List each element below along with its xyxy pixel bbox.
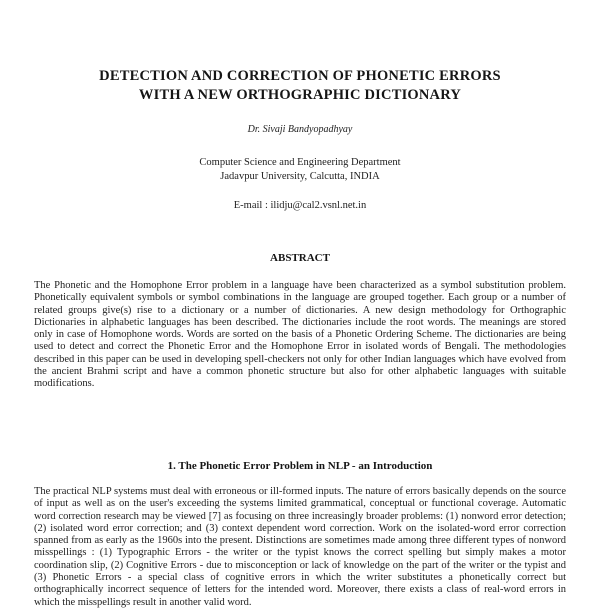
affiliation-department: Computer Science and Engineering Department <box>199 157 401 168</box>
section-1-heading: 1. The Phonetic Error Problem in NLP - an Introduction <box>167 460 433 472</box>
abstract-text: The Phonetic and the Homophone Error problem in a language have been characterized as a symbol substitution problem. Phonetically equivalent symbols or symbol combinations in the language are grouped together. Each group or a number of related groups give(s) rise to a dictionary or a number of dictionaries. A new design methodology for Orthographic Dictionaries in alphabetic languages has been described. The dictionaries include the root words. The meanings are stored only in case of Homophone words. Words are sorted on the basis of a Phonetic Ordering Scheme. The dictionaries are being used to detect and correct the Phonetic Error and the Homophone Error in isolated words of Bengali. The methodologies described in this paper can be used in developing spell-checkers not only for other Indian languages which have evolved from the ancient Brahmi script and have a common phonetic structure but also for other alphabetic languages with suitable modifications. <box>34 280 566 390</box>
abstract-heading: ABSTRACT <box>270 252 330 264</box>
author-email: E-mail : ilidju@cal2.vsnl.net.in <box>233 200 367 211</box>
paper-title-line-2: WITH A NEW ORTHOGRAPHIC DICTIONARY <box>138 87 462 103</box>
section-1-text: The practical NLP systems must deal with erroneous or ill-formed inputs. The nature of errors basically depends on the source of input as well as on the user's exceeding the systems limited grammatical, conceptual or functional coverage. Automatic word correction research may be viewed [7] as focusing on three increasingly broader problems: (1) nonword error detection; (2) isolated word error correction; and (3) context dependent word correction. Work on the isolated-word error correction spanned from as early as the 1960s into the present. Distinctions are sometimes made among three different types of nonword misspellings : (1) Typographic Errors - the writer or the typist knows the correct spelling but simply makes a motor coordination slip, (2) Cognitive Errors - due to misconception or lack of knowledge on the part of the writer or the typist and (3) Phonetic Errors - a special class of cognitive errors in which the writer substitutes a phonetically correct but orthographically incorrect sequence of letters for the intended word. Moreover, there exists a class of real-word errors in which the misspellings result in another valid word. <box>34 486 566 608</box>
author-name: Dr. Sivaji Bandyopadhyay <box>247 124 353 135</box>
affiliation-university: Jadavpur University, Calcutta, INDIA <box>220 171 380 182</box>
paper-title-line-1: DETECTION AND CORRECTION OF PHONETIC ERRORS <box>99 68 501 84</box>
